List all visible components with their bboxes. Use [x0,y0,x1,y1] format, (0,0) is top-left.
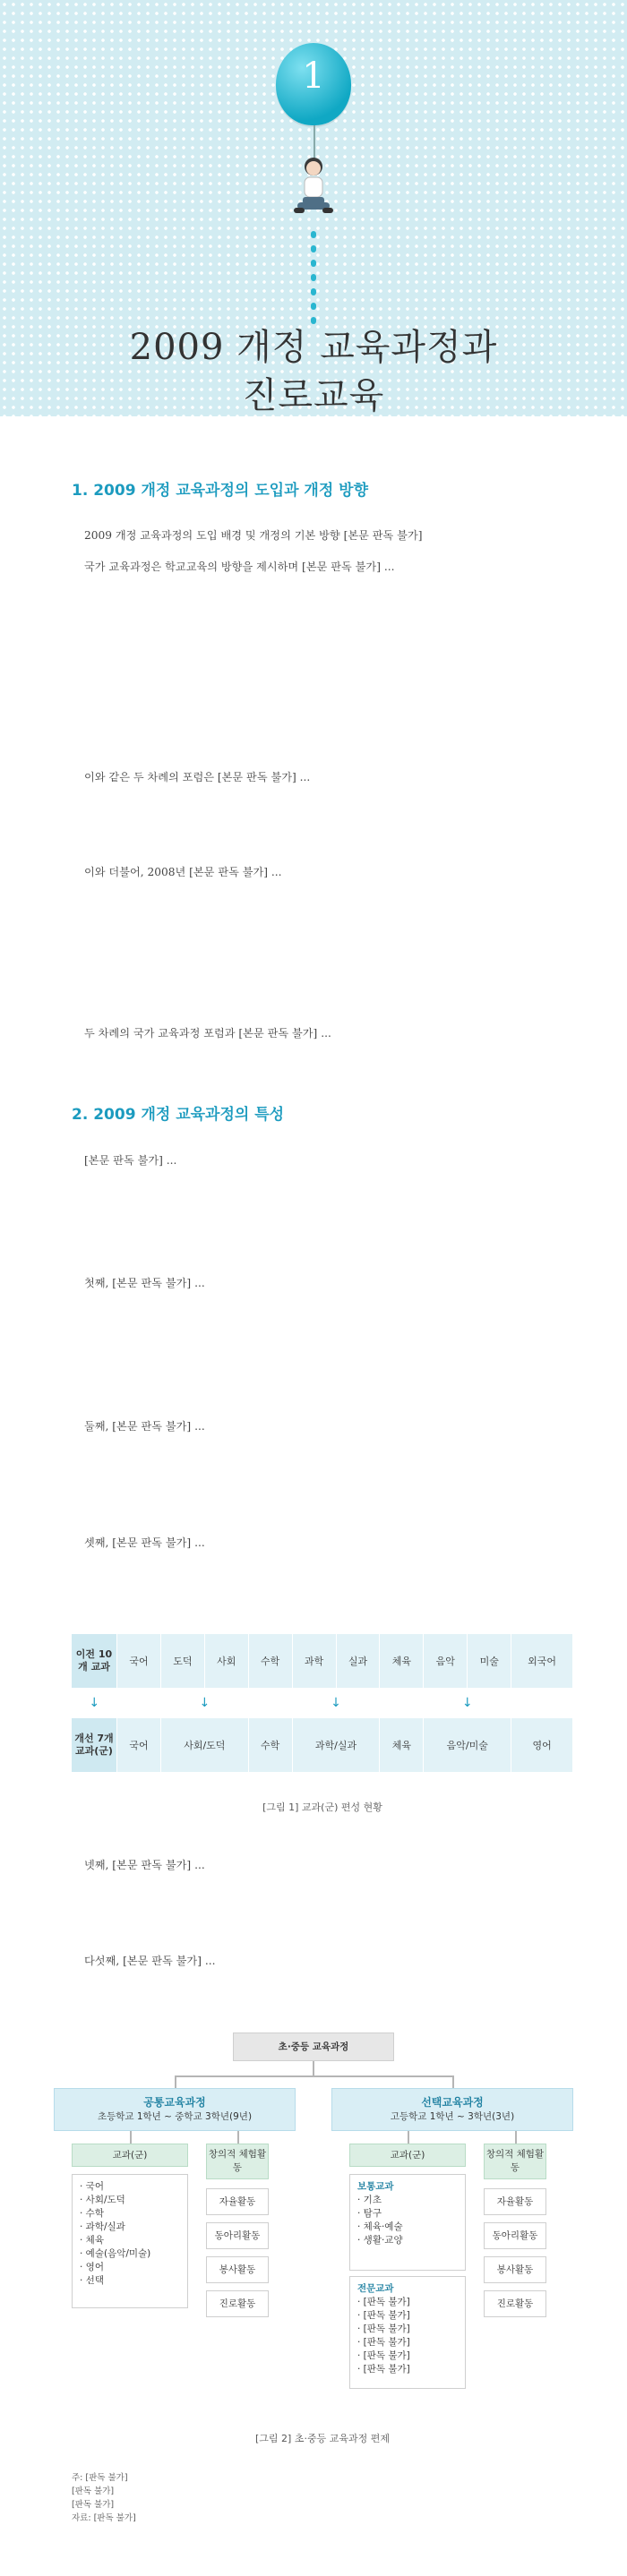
right-creative-node: 창의적 체험활동 [484,2144,546,2179]
section2-paragraph: 셋째, [본문 판독 불가] ... [84,1536,205,1549]
table-cell: 과학 [292,1634,336,1688]
down-arrow-icon [380,1688,424,1718]
table-cell: 과학/실과 [292,1718,380,1772]
drip-icon [311,303,316,310]
title-band [0,313,627,416]
section2-heading: 2. 2009 개정 교육과정의 특성 [72,1106,285,1124]
elective-curriculum-sub: 고등학교 1학년 ~ 3학년(3년) [390,2111,515,2122]
down-arrow-icon [511,1688,573,1718]
list-item: · 선택 [80,2275,104,2286]
footnote-line: [판독 불가] [72,2500,115,2510]
table-cell: 수학 [248,1634,292,1688]
activity-item: 동아리활동 [484,2222,546,2249]
left-subject-node: 교과(군) [72,2144,188,2167]
section2-paragraph: 첫째, [본문 판독 불가] ... [84,1277,205,1289]
activity-item: 봉사활동 [206,2256,269,2283]
left-subject-list [72,2174,188,2308]
list-item: · 기초 [357,2195,382,2205]
drip-icon [311,274,316,281]
section1-heading: 1. 2009 개정 교육과정의 도입과 개정 방향 [72,482,369,500]
footnote-line: 자료: [판독 불가] [72,2513,136,2523]
activity-item: 자율활동 [206,2188,269,2215]
chapter-balloon-icon [276,43,351,125]
row-label: 개선 7개 교과(군) [72,1718,117,1772]
section1-paragraph: 국가 교육과정은 학교교육의 방향을 제시하며 [본문 판독 불가] ... [84,561,395,573]
connector [237,2131,239,2144]
subject-comparison-table [72,1634,573,1772]
table-cell: 체육 [380,1718,424,1772]
page-title-line2: 진로교육 [242,375,385,416]
elective-curriculum-title: 선택교육과정 [421,2096,484,2109]
down-arrow-icon [117,1688,161,1718]
drip-icon [311,231,316,238]
section2-paragraph: [본문 판독 불가] ... [84,1154,177,1167]
list-item: · [판독 불가] [357,2337,410,2348]
down-arrow-icon: ↓ [72,1688,117,1718]
list-item: · 수학 [80,2208,104,2219]
table-cell: 도덕 [160,1634,204,1688]
chapter-header [0,0,627,416]
activity-item: 진로활동 [206,2290,269,2317]
activity-item: 자율활동 [484,2188,546,2215]
connector [175,2075,176,2088]
row-label: 이전 10개 교과 [72,1634,117,1688]
list-item: · [판독 불가] [357,2364,410,2375]
table-cell: 음악 [424,1634,468,1688]
main-content [0,416,627,2576]
list-item: · 생활·교양 [357,2235,403,2246]
right-subject-node: 교과(군) [349,2144,466,2167]
activity-item: 봉사활동 [484,2256,546,2283]
table-cell: 수학 [248,1718,292,1772]
down-arrow-icon [248,1688,292,1718]
arrow-row [72,1688,573,1718]
list-item: · 체육·예술 [357,2221,403,2232]
table-cell: 음악/미술 [424,1718,511,1772]
table-cell: 영어 [511,1718,573,1772]
common-curriculum-title: 공통교육과정 [143,2096,206,2109]
table-cell: 실과 [336,1634,380,1688]
list-item: · [판독 불가] [357,2324,410,2334]
connector [452,2075,454,2088]
connector [130,2131,132,2144]
list-item: · 탐구 [357,2208,382,2219]
section2-paragraph: 넷째, [본문 판독 불가] ... [84,1859,205,1871]
table-cell: 체육 [380,1634,424,1688]
activity-item: 진로활동 [484,2290,546,2317]
drip-icon [311,260,316,267]
section2-paragraph: 다섯째, [본문 판독 불가] ... [84,1955,216,1967]
list-item: · 과학/실과 [80,2221,125,2232]
list-item: · 체육 [80,2235,104,2246]
connector [515,2131,517,2144]
drip-icon [311,288,316,295]
figure1-subject-table [72,1634,573,1772]
table-cell: 국어 [117,1718,161,1772]
figure2-caption: [그림 2] 초·중등 교육과정 편제 [255,2433,390,2444]
right-general-subject-list [349,2174,466,2271]
connector [313,2061,314,2075]
diagram-top-node: 초·중등 교육과정 [233,2033,394,2061]
list-heading: 전문교과 [357,2283,394,2294]
table-row [72,1634,573,1688]
sitting-character-icon [285,154,342,224]
section2-paragraph: 둘째, [본문 판독 불가] ... [84,1420,205,1433]
chapter-number: 1 [302,56,325,97]
list-item: · [판독 불가] [357,2297,410,2307]
common-curriculum-node [54,2088,296,2131]
activity-item: 동아리활동 [206,2222,269,2249]
section1-paragraph: 2009 개정 교육과정의 도입 배경 및 개정의 기본 방향 [본문 판독 불가] [84,529,423,542]
table-cell: 사회/도덕 [160,1718,248,1772]
table-row [72,1718,573,1772]
down-arrow-icon: ↓ [292,1688,380,1718]
list-item: · 영어 [80,2262,104,2272]
list-item: · [판독 불가] [357,2350,410,2361]
connector [175,2075,452,2077]
left-creative-node: 창의적 체험활동 [206,2144,269,2179]
down-arrow-icon: ↓ [424,1688,511,1718]
section1-paragraph: 이와 같은 두 차례의 포럼은 [본문 판독 불가] ... [84,771,311,783]
connector [408,2131,409,2144]
footnote-line: 주: [판독 불가] [72,2473,128,2483]
drip-icon [311,245,316,252]
table-cell: 사회 [204,1634,248,1688]
page-title-line1: 2009 개정 교육과정과 [129,327,498,368]
right-special-subject-list [349,2276,466,2389]
elective-curriculum-node [331,2088,573,2131]
list-item: · 사회/도덕 [80,2195,125,2205]
table-cell: 외국어 [511,1634,573,1688]
down-arrow-icon: ↓ [160,1688,248,1718]
table-cell: 국어 [117,1634,161,1688]
common-curriculum-sub: 초등학교 1학년 ~ 중학교 3학년(9년) [97,2111,253,2122]
figure1-caption: [그림 1] 교과(군) 편성 현황 [262,1801,382,1813]
footnotes [72,2471,573,2525]
table-cell: 미술 [468,1634,511,1688]
list-item: · 국어 [80,2181,104,2192]
list-heading: 보통교과 [357,2181,394,2192]
footnote-line: [판독 불가] [72,2486,115,2496]
section1-paragraph: 두 차례의 국가 교육과정 포럼과 [본문 판독 불가] ... [84,1027,331,1040]
list-item: · [판독 불가] [357,2310,410,2321]
section1-paragraph: 이와 더불어, 2008년 [본문 판독 불가] ... [84,866,282,878]
list-item: · 예술(음악/미술) [80,2248,151,2259]
